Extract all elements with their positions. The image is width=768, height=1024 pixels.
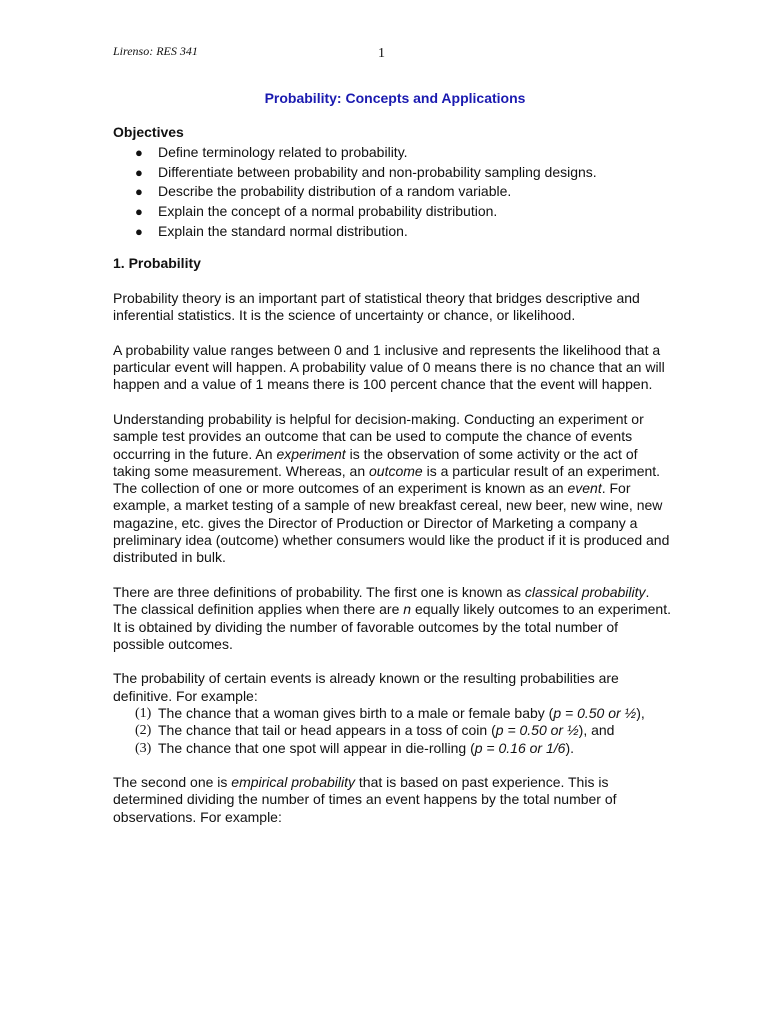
- examples-list: [113, 705, 673, 757]
- list-item: (1) The chance that a woman gives birth to a male or female baby (p = 0.50 or ½),: [135, 704, 645, 721]
- list-item: (2) The chance that tail or head appears in a toss of coin (p = 0.50 or ½), and: [135, 722, 615, 739]
- section-heading: 1. Probability: [113, 255, 201, 272]
- paragraph: There are three definitions of probability. The first one is known as classical probability. The classical definition applies when there are n equally likely outcomes to an experiment. It is obtained by dividing the number of favorable outcomes by the total number of possible outcomes.: [113, 583, 671, 652]
- list-item: ● Explain the concept of a normal probability distribution.: [113, 202, 673, 222]
- paragraph: A probability value ranges between 0 and 1 inclusive and represents the likelihood that a particular event will happen. A probability value of 0 means there is no chance that an will happen and a value of 1 means there is 100 percent chance that the event will happen.: [113, 341, 665, 393]
- paragraph: Probability theory is an important part of statistical theory that bridges descriptive and inferential statistics. It is the science of uncertainty or chance, or likelihood.: [113, 289, 640, 324]
- list-item: ● Differentiate between probability and non-probability sampling designs.: [113, 163, 673, 183]
- document-body: [113, 124, 673, 826]
- objectives-list: [113, 143, 673, 241]
- bullet-icon: ●: [135, 164, 143, 180]
- list-item: ● Explain the standard normal distribution.: [113, 222, 673, 242]
- bullet-icon: ●: [135, 204, 143, 220]
- running-header: Lirenso: RES 341: [113, 44, 198, 58]
- bullet-icon: ●: [135, 223, 143, 239]
- objectives-heading: Objectives: [113, 124, 184, 140]
- bullet-icon: ●: [135, 184, 143, 200]
- paragraph: The probability of certain events is already known or the resulting probabilities are definitive. For example:: [113, 670, 619, 704]
- list-item: ● Define terminology related to probability.: [113, 143, 673, 163]
- bullet-icon: ●: [135, 145, 143, 161]
- list-item: (3) The chance that one spot will appear in die-rolling (p = 0.16 or 1/6).: [135, 739, 574, 756]
- paragraph: The second one is empirical probability that is based on past experience. This is determined dividing the number of times an event happens by the total number of observations. For example:: [113, 774, 617, 825]
- paragraph: Understanding probability is helpful for decision-making. Conducting an experiment or sample test provides an outcome that can be used to compute the chance of events occurring in the future. An experiment is the observation of some activity or the act of taking some measurement. Whereas, an outcome is a particular result of an experiment. The collection of one or more outcomes of an experiment is known as an event. For example, a market testing of a sample of new breakfast cereal, new beer, new wine, new magazine, etc. gives the Director of Production or Director of Marketing a company a preliminary idea (outcome) whether consumers would like the product if it is produced and distributed in bulk.: [113, 410, 670, 566]
- page-number: 1: [378, 46, 385, 61]
- document-title: Probability: Concepts and Applications: [264, 90, 526, 106]
- list-item: ● Describe the probability distribution of a random variable.: [113, 182, 673, 202]
